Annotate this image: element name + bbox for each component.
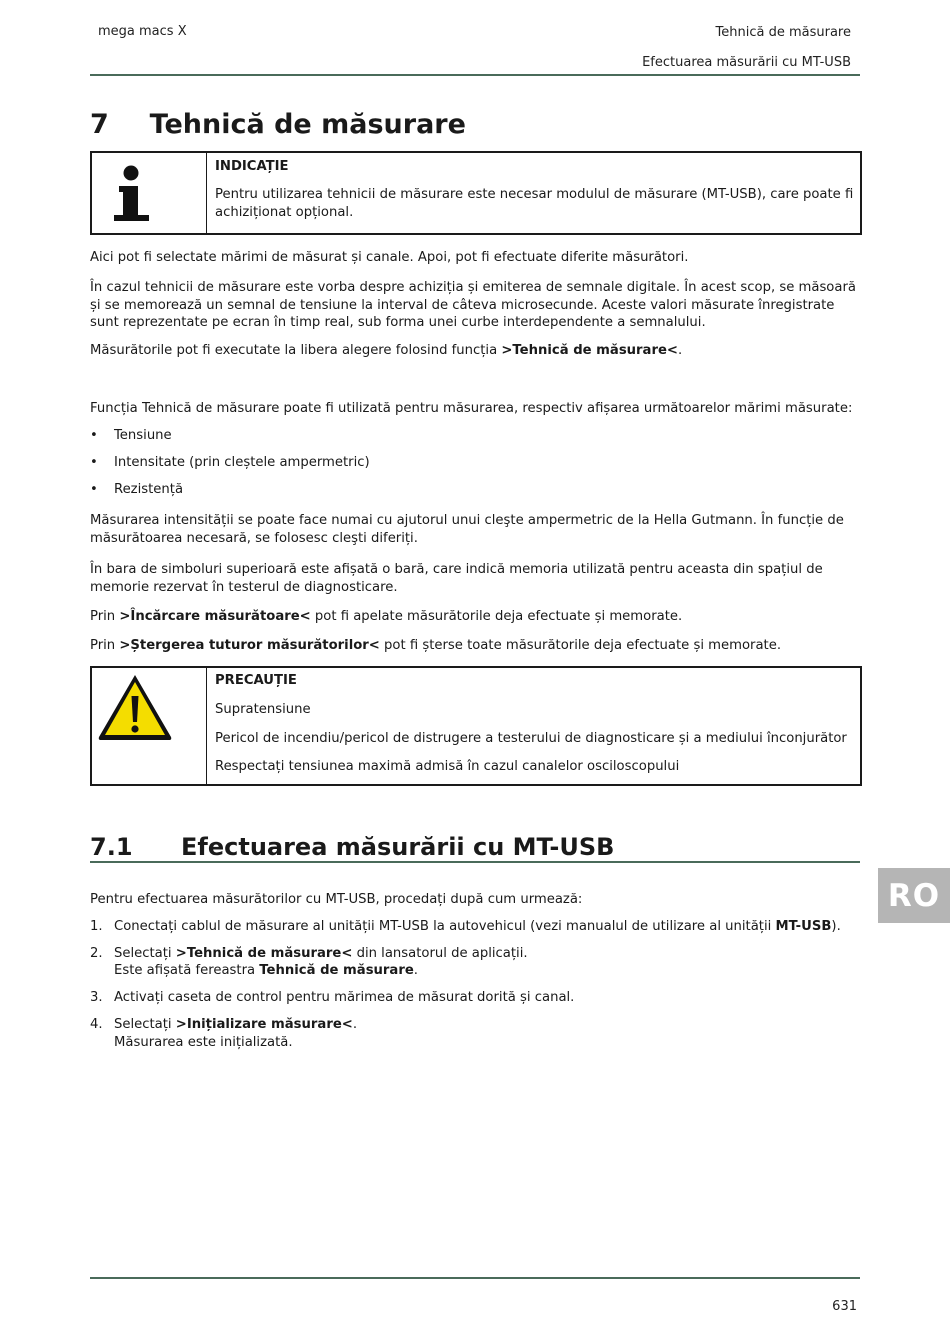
section-title: Efectuarea măsurării cu MT-USB	[181, 833, 615, 861]
intro-paragraph-3	[90, 342, 860, 360]
header-section: Efectuarea măsurării cu MT-USB	[642, 55, 851, 70]
header-chapter: Tehnică de măsurare	[715, 25, 851, 40]
list-item: Rezistență	[114, 482, 184, 497]
text-run: .	[352, 1017, 358, 1032]
footer-rule	[90, 1277, 860, 1279]
step-3: Activați caseta de control pentru mărimea de măsurat dorită și canal.	[114, 990, 575, 1005]
text-run: .	[677, 343, 683, 358]
function-name: MT-USB	[775, 919, 832, 934]
step-number: 1.	[90, 919, 103, 934]
chapter-title: Tehnică de măsurare	[149, 109, 466, 140]
language-tab: RO	[878, 868, 950, 923]
chapter-number: 7	[90, 109, 109, 140]
step-2	[114, 945, 854, 963]
function-name: >Tehnică de măsurare<	[175, 946, 353, 961]
caution-icon-cell	[92, 668, 207, 784]
page-number: 631	[832, 1299, 857, 1314]
caution-line-1: Supratensiune	[215, 702, 311, 717]
note-text: Pentru utilizarea tehnicii de măsurare este necesar modulul de măsurare (MT-USB), care poate fi achiziționat opțional.	[215, 187, 854, 220]
list-item: Tensiune	[114, 428, 172, 443]
text-run: Măsurătorile pot fi executate la libera alegere folosind funcția	[90, 343, 502, 358]
body-paragraph-5: Măsurarea intensității se poate face numai cu ajutorul unui cleşte ampermetric de la Hella Gutmann. În funcție de măsurătoarea necesară, se folosesc cleşti diferiți.	[90, 513, 844, 546]
note-box	[90, 151, 862, 235]
function-name: >Tehnică de măsurare<	[501, 343, 678, 358]
text-run: Prin	[90, 638, 120, 653]
section-rule	[90, 861, 860, 863]
step-4	[114, 1016, 854, 1034]
text-run: .	[413, 963, 418, 978]
intro-paragraph-1: Aici pot fi selectate mărimi de măsurat și canale. Apoi, pot fi efectuate diferite măsurători.	[90, 250, 689, 265]
function-name: >Ștergerea tuturor măsurătorilor<	[119, 638, 380, 653]
caution-box	[90, 666, 862, 786]
header-product: mega macs X	[98, 24, 187, 39]
text-run: Conectați cablul de măsurare al unității MT-USB la autovehicul (vezi manualul de utilizare al unității	[114, 919, 776, 934]
caution-line-3: Respectați tensiunea maximă admisă în cazul canalelor osciloscopului	[215, 759, 680, 774]
window-name: Tehnică de măsurare	[259, 963, 414, 978]
text-run: din lansatorul de aplicații.	[352, 946, 528, 961]
text-run: Selectați	[114, 1017, 176, 1032]
text-run: Este afișată fereastra	[114, 963, 260, 978]
list-item: Intensitate (prin cleștele ampermetric)	[114, 455, 370, 470]
info-icon	[92, 153, 206, 233]
bullet-mark: •	[90, 428, 98, 443]
text-run: ).	[831, 919, 841, 934]
steps-intro: Pentru efectuarea măsurătorilor cu MT-USB, procedați după cum urmează:	[90, 892, 583, 907]
step-number: 2.	[90, 946, 103, 961]
function-name: >Inițializare măsurare<	[175, 1017, 353, 1032]
body-paragraph-7	[90, 608, 860, 626]
body-paragraph-8	[90, 637, 860, 655]
step-1	[114, 918, 854, 936]
function-name: >Încărcare măsurătoare<	[119, 609, 311, 624]
text-run: pot fi apelate măsurătorile deja efectuate și memorate.	[310, 609, 683, 624]
intro-paragraph-2: În cazul tehnicii de măsurare este vorba despre achiziția și emiterea de semnale digitale. În acest scop, se măsoară și se memorează un semnal de tensiune la interval de câteva microsecunde. Aceste valori măsurate înregistrate sunt reprezentate pe ecran în timp real, sub forma unei curbe interdependente a semnalului.	[90, 280, 856, 331]
text-run: Prin	[90, 609, 120, 624]
note-label: INDICAȚIE	[215, 159, 289, 174]
intro-paragraph-4: Funcția Tehnică de măsurare poate fi utilizată pentru măsurarea, respectiv afișarea următoarelor mărimi măsurate:	[90, 401, 853, 416]
bullet-mark: •	[90, 455, 98, 470]
body-paragraph-6: În bara de simboluri superioară este afișată o bară, care indică memoria utilizată pentru aceasta din spațiul de memorie rezervat în testerul de diagnosticare.	[90, 562, 823, 595]
section-number: 7.1	[90, 833, 133, 861]
step-2-result	[114, 962, 854, 980]
warning-triangle-icon	[92, 668, 206, 784]
note-icon-cell	[92, 153, 207, 233]
text-run: pot fi șterse toate măsurătorile deja efectuate și memorate.	[379, 638, 782, 653]
step-number: 3.	[90, 990, 103, 1005]
text-run: Selectați	[114, 946, 176, 961]
chapter-heading	[90, 109, 466, 140]
caution-line-2: Pericol de incendiu/pericol de distrugere a testerului de diagnosticare și a mediului înconjurător	[215, 731, 847, 746]
header-rule	[90, 74, 860, 76]
step-number: 4.	[90, 1017, 103, 1032]
step-4-result: Măsurarea este inițializată.	[114, 1035, 293, 1050]
bullet-mark: •	[90, 482, 98, 497]
caution-label: PRECAUȚIE	[215, 673, 297, 688]
